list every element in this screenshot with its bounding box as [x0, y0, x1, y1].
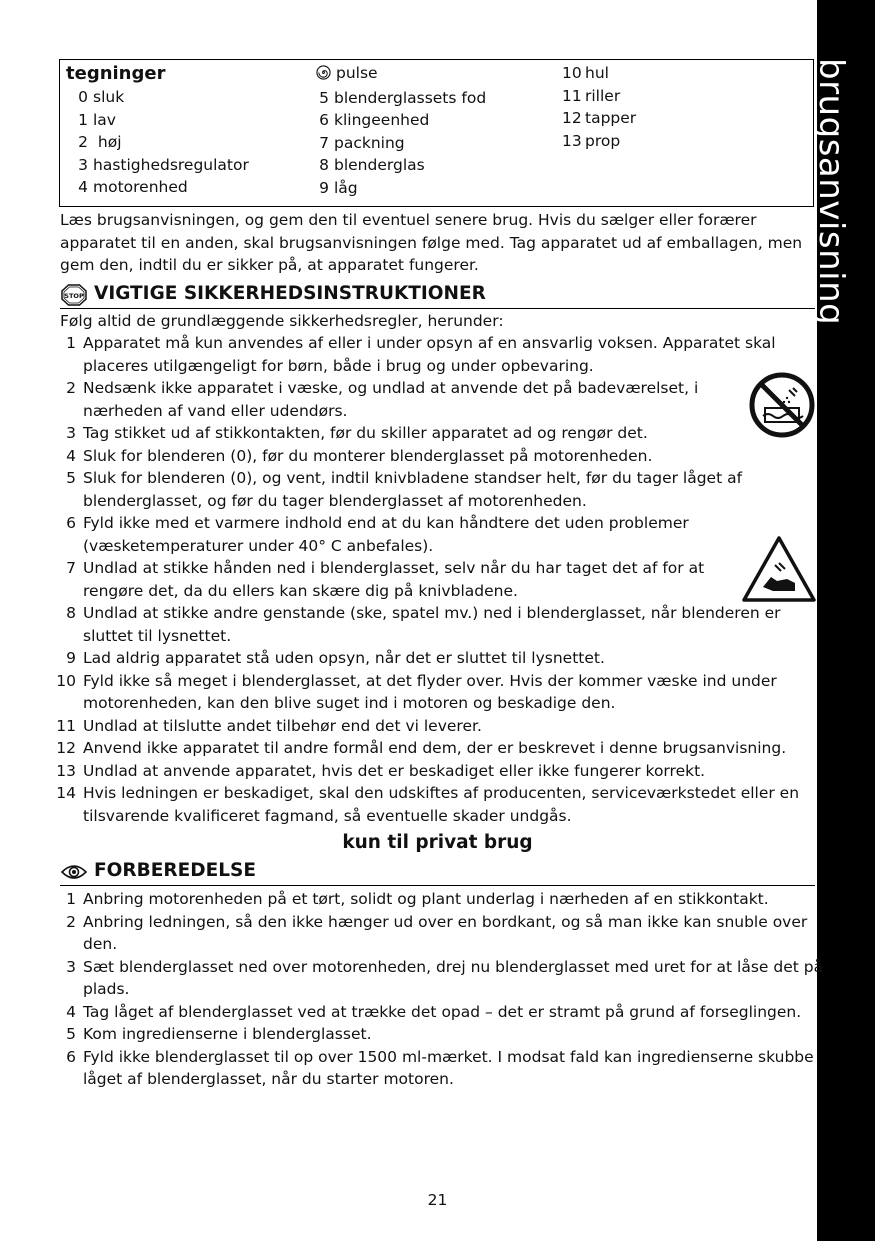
item-text: Undlad at stikke hånden ned i blenderglasset, selv når du har taget det af for at rengøre det, da du ellers kan skære dig på knivbladene.	[83, 559, 705, 600]
item-text: Anvend ikke apparatet til andre formål end dem, der er beskrevet i denne brugsanvisning.	[83, 739, 787, 757]
part-label: låg	[334, 178, 358, 197]
list-item	[56, 422, 821, 445]
item-number: 12	[56, 739, 76, 757]
item-text: Hvis ledningen er beskadiget, skal den udskiftes af producenten, serviceværkstedet eller en tilsvarende kvalificeret fagmand, så eventuelle skader undgås.	[83, 784, 800, 825]
list-item	[56, 557, 738, 602]
parts-column-3	[562, 62, 636, 152]
parts-legend-box	[59, 59, 814, 207]
part-number: 1	[78, 110, 88, 129]
eye-icon	[61, 863, 87, 885]
part-number: 5	[319, 88, 329, 107]
blade-warning-triangle-icon	[741, 535, 817, 607]
part-label: blenderglassets fod	[334, 88, 487, 107]
part-entry	[314, 154, 486, 177]
list-item	[56, 1046, 839, 1091]
part-label: lav	[93, 110, 116, 129]
safety-section-header	[60, 281, 815, 309]
part-number: 7	[319, 133, 329, 152]
list-item	[56, 1001, 839, 1024]
part-entry	[562, 62, 636, 85]
item-number: 6	[66, 514, 76, 532]
part-entry	[66, 86, 249, 109]
item-number: 4	[66, 1002, 76, 1021]
preparation-title: FORBEREDELSE	[94, 860, 256, 881]
part-entry	[66, 176, 249, 199]
item-number: 10	[56, 671, 76, 690]
part-label: blenderglas	[334, 156, 425, 174]
item-text: Apparatet må kun anvendes af eller i under opsyn af en ansvarlig voksen. Apparatet skal placeres utilgængeligt for børn, både i brug og under opbevaring.	[83, 334, 776, 375]
item-number: 9	[66, 649, 76, 667]
item-number: 4	[66, 446, 76, 465]
item-text: Anbring ledningen, så den ikke hænger ud over en bordkant, og så man ikke kan snuble over den.	[83, 912, 808, 953]
item-text: Tag stikket ud af stikkontakten, før du skiller apparatet ad og rengør det.	[83, 424, 648, 442]
part-entry	[562, 107, 636, 130]
preparation-list	[56, 888, 839, 1091]
part-label: tapper	[585, 109, 637, 127]
list-item	[56, 911, 839, 956]
item-text: Undlad at anvende apparatet, hvis det er beskadiget eller ikke fungerer korrekt.	[83, 761, 706, 780]
intro-paragraph: Læs brugsanvisningen, og gem den til eventuel senere brug. Hvis du sælger eller forærer apparatet til en anden, skal brugsanvisningen følge med. Tag apparatet ud af emballagen, men gem den, indtil du er sikker på, at apparatet fungerer.	[60, 211, 803, 274]
part-number: 0	[78, 88, 88, 106]
list-item	[56, 737, 821, 760]
item-number: 8	[66, 604, 76, 622]
parts-title: tegninger	[66, 63, 166, 84]
item-text: Fyld ikke så meget i blenderglasset, at det flyder over. Hvis der kommer væske ind under motorenheden, kan den blive suget ind i motoren og beskadige den.	[83, 671, 777, 712]
item-text: Tag låget af blenderglasset ved at trække det opad – det er stramt på grund af forseglingen.	[83, 1002, 802, 1021]
list-item	[56, 760, 821, 783]
item-number: 11	[56, 716, 76, 735]
svg-text:STOP: STOP	[64, 292, 84, 300]
part-label: hul	[585, 64, 609, 82]
part-label: hastighedsregulator	[93, 155, 249, 174]
part-number: 6	[319, 111, 329, 129]
part-number: 3	[78, 155, 88, 174]
part-entry	[314, 109, 486, 132]
side-tab-label: brugsanvisning	[811, 58, 851, 326]
page-number: 21	[427, 1191, 448, 1209]
list-item	[56, 445, 821, 468]
part-number: 8	[319, 156, 329, 174]
item-text: Nedsænk ikke apparatet i væske, og undlad at anvende det på badeværelset, i nærheden af vand eller udendørs.	[83, 379, 699, 420]
part-entry	[66, 109, 249, 132]
part-number: 12	[562, 109, 582, 127]
item-number: 13	[56, 761, 76, 780]
part-entry	[562, 85, 636, 108]
safety-list	[56, 332, 821, 827]
pulse-spiral-icon	[316, 64, 331, 87]
item-number: 3	[66, 424, 76, 442]
pulse-entry	[314, 62, 486, 87]
part-label: sluk	[93, 88, 125, 106]
item-number: 7	[66, 559, 76, 577]
list-item	[56, 332, 821, 377]
list-item	[56, 715, 821, 738]
no-water-pictogram-icon	[749, 372, 815, 442]
list-item	[56, 602, 821, 647]
part-number: 13	[562, 131, 582, 150]
part-number: 9	[319, 178, 329, 197]
item-number: 1	[66, 890, 76, 908]
part-label: motorenhed	[93, 178, 188, 196]
part-entry	[66, 154, 249, 177]
list-item	[56, 647, 821, 670]
item-text: Sluk for blenderen (0), og vent, indtil knivbladene standser helt, før du tager låget af blenderglasset, og før du tager blenderglasset af motorenheden.	[83, 469, 743, 510]
item-number: 2	[66, 379, 76, 397]
parts-column-1	[66, 62, 249, 199]
part-entry	[314, 87, 486, 110]
part-entry	[314, 132, 486, 155]
part-entry	[314, 177, 486, 200]
list-item	[56, 670, 821, 715]
private-use-subtitle: kun til privat brug	[342, 832, 533, 853]
part-label: riller	[585, 86, 621, 105]
list-item	[56, 512, 821, 557]
item-text: Lad aldrig apparatet stå uden opsyn, når det er sluttet til lysnettet.	[83, 649, 605, 667]
item-number: 5	[66, 469, 76, 487]
parts-column-2	[314, 62, 486, 199]
item-text: Sæt blenderglasset ned over motorenheden, drej nu blenderglasset med uret for at låse det på plads.	[83, 957, 824, 998]
part-entry	[562, 130, 636, 153]
stop-icon	[61, 284, 87, 310]
list-item	[56, 956, 839, 1001]
item-number: 3	[66, 957, 76, 976]
part-label: høj	[93, 133, 122, 151]
part-label: packning	[334, 133, 405, 152]
part-number: 11	[562, 86, 582, 105]
item-text: Anbring motorenheden på et tørt, solidt og plant underlag i nærheden af en stikkontakt.	[83, 890, 769, 908]
item-number: 14	[56, 784, 76, 802]
item-number: 5	[66, 1025, 76, 1043]
item-text: Fyld ikke med et varmere indhold end at du kan håndtere det uden problemer (væsketemperaturer under 40° C anbefales).	[83, 514, 689, 555]
part-entry	[66, 131, 249, 154]
list-item	[56, 782, 821, 827]
item-text: Fyld ikke blenderglasset til op over 1500 ml-mærket. I modsat fald kan ingredienserne skubbe låget af blenderglasset, når du starter motoren.	[83, 1047, 814, 1088]
pulse-label: pulse	[336, 64, 378, 82]
item-text: Kom ingredienserne i blenderglasset.	[83, 1025, 372, 1043]
safety-title: VIGTIGE SIKKERHEDSINSTRUKTIONER	[94, 283, 486, 304]
preparation-section-header	[60, 858, 815, 886]
item-number: 2	[66, 912, 76, 931]
list-item	[56, 377, 738, 422]
item-text: Undlad at stikke andre genstande (ske, spatel mv.) ned i blenderglasset, når blenderen er sluttet til lysnettet.	[83, 604, 781, 645]
part-number: 2	[78, 133, 88, 151]
list-item	[56, 1023, 839, 1046]
part-number: 10	[562, 64, 582, 82]
part-number: 4	[78, 178, 88, 196]
item-number: 1	[66, 334, 76, 352]
safety-lead: Følg altid de grundlæggende sikkerhedsregler, herunder:	[60, 312, 504, 330]
part-label: prop	[585, 131, 621, 150]
item-text: Undlad at tilslutte andet tilbehør end det vi leverer.	[83, 716, 482, 735]
list-item	[56, 467, 821, 512]
item-number: 6	[66, 1047, 76, 1066]
list-item	[56, 888, 839, 911]
part-label: klingeenhed	[334, 111, 430, 129]
item-text: Sluk for blenderen (0), før du monterer blenderglasset på motorenheden.	[83, 446, 653, 465]
